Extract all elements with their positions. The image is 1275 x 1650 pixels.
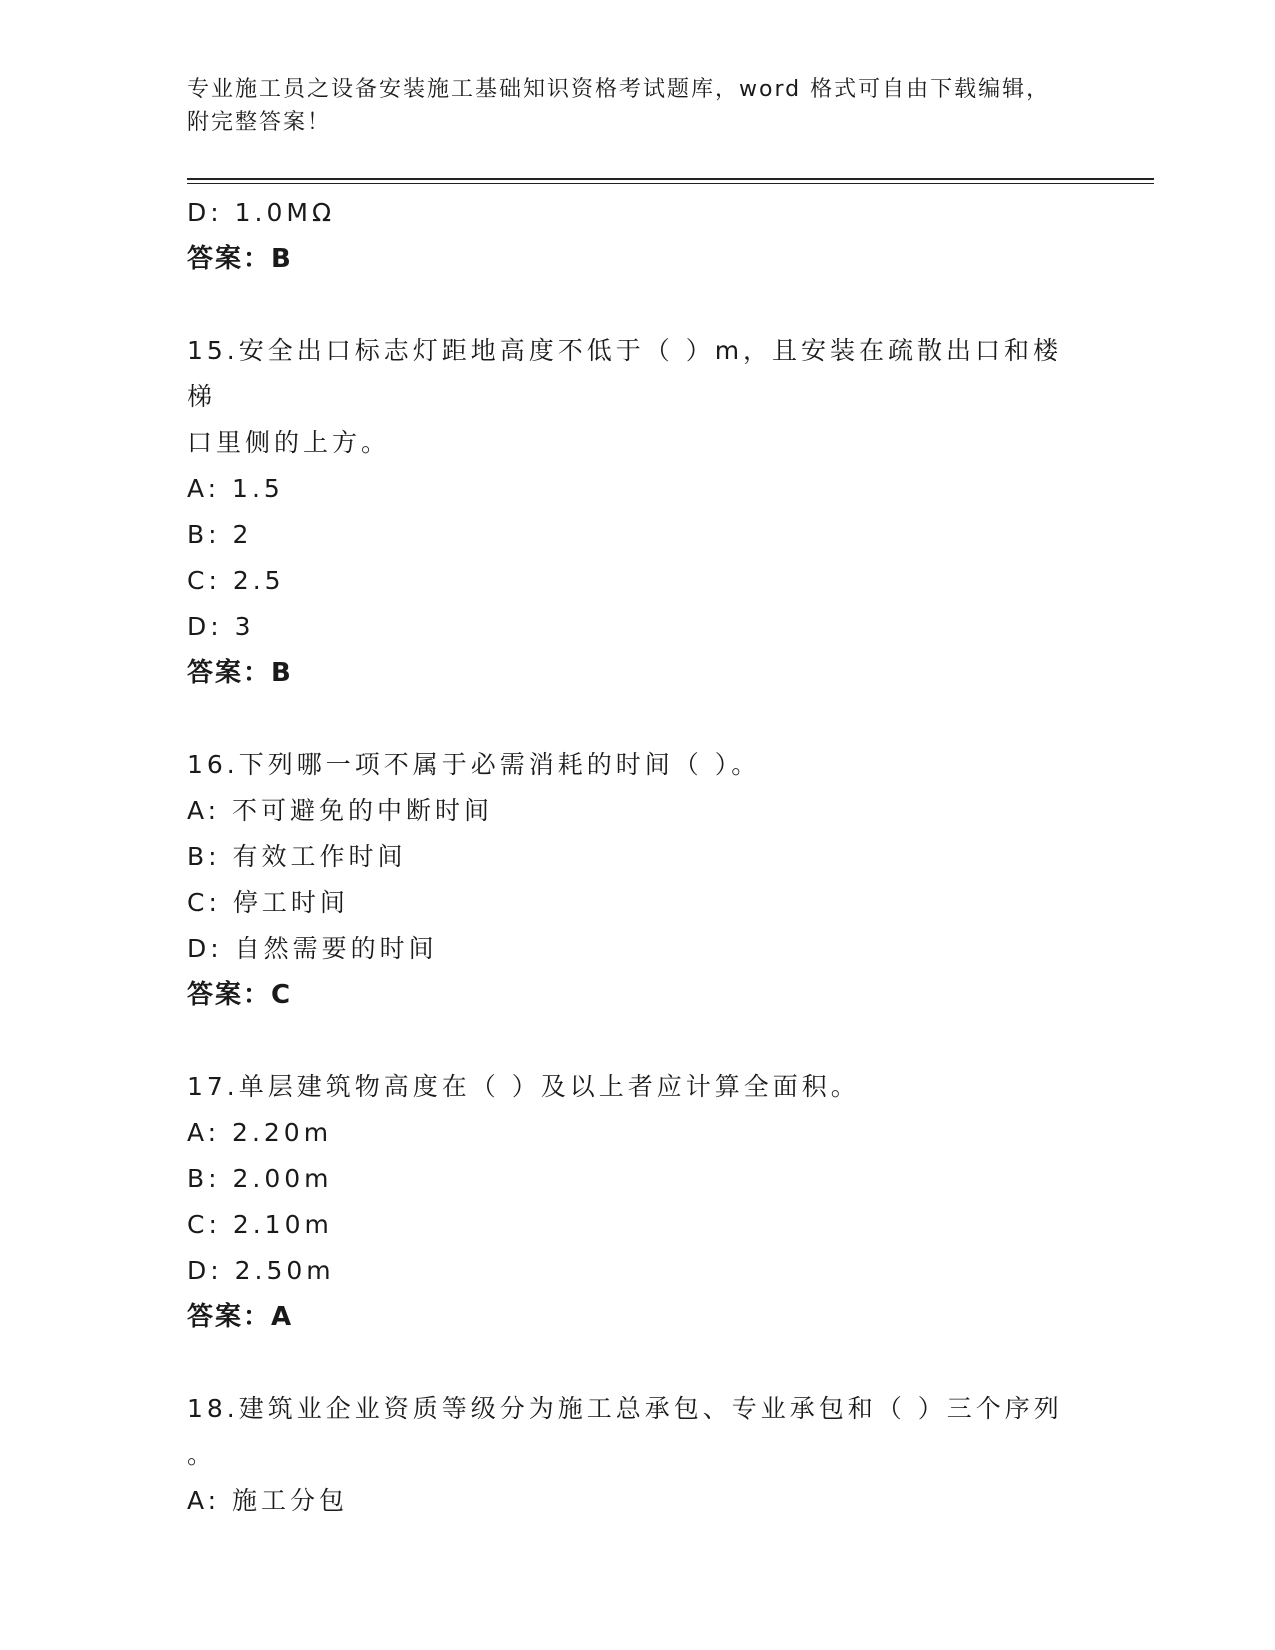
- prev-answer: 答案：B: [187, 244, 293, 274]
- question-text: 15.安全出口标志灯距地高度不低于（ ）m，且安装在疏散出口和楼梯: [187, 336, 1063, 411]
- header-rule: [187, 178, 1154, 180]
- option-a: A: 不可避免的中断时间: [187, 796, 494, 825]
- question-block-18: [187, 1386, 1087, 1524]
- question-block-17: [187, 1064, 1087, 1340]
- question-text: 17.单层建筑物高度在（ ）及以上者应计算全面积。: [187, 1072, 860, 1101]
- question-text: 16.下列哪一项不属于必需消耗的时间（ ）。: [187, 750, 761, 779]
- option-c: C: 停工时间: [187, 888, 349, 917]
- question-text-cont: 口里侧的上方。: [187, 428, 391, 457]
- answer: 答案：B: [187, 658, 293, 688]
- option-b: B: 2: [187, 520, 253, 549]
- prev-option-d: D: 1.0MΩ: [187, 198, 336, 227]
- spacer: [187, 282, 1087, 328]
- option-b: B: 有效工作时间: [187, 842, 407, 871]
- header-line-1: 专业施工员之设备安装施工基础知识资格考试题库，word 格式可自由下载编辑，: [187, 77, 1051, 102]
- header-rule-thin: [187, 183, 1154, 184]
- page-header: [187, 73, 1087, 139]
- option-b: B: 2.00m: [187, 1164, 333, 1193]
- header-line-2: 附完整答案！: [187, 110, 332, 135]
- answer: 答案：A: [187, 1302, 294, 1332]
- option-a: A: 2.20m: [187, 1118, 333, 1147]
- option-c: C: 2.5: [187, 566, 285, 595]
- spacer: [187, 1018, 1087, 1064]
- question-block-16: [187, 742, 1087, 1018]
- option-d: D: 自然需要的时间: [187, 934, 438, 963]
- option-d: D: 3: [187, 612, 255, 641]
- question-text-cont: 。: [187, 1440, 217, 1469]
- option-a: A: 施工分包: [187, 1486, 349, 1515]
- option-a: A: 1.5: [187, 474, 284, 503]
- question-block-15: [187, 328, 1087, 696]
- answer: 答案：C: [187, 980, 293, 1010]
- option-d: D: 2.50m: [187, 1256, 335, 1285]
- option-c: C: 2.10m: [187, 1210, 333, 1239]
- question-text: 18.建筑业企业资质等级分为施工总承包、专业承包和（ ）三个序列: [187, 1394, 1063, 1423]
- question-content: [187, 190, 1087, 1524]
- spacer: [187, 696, 1087, 742]
- spacer: [187, 1340, 1087, 1386]
